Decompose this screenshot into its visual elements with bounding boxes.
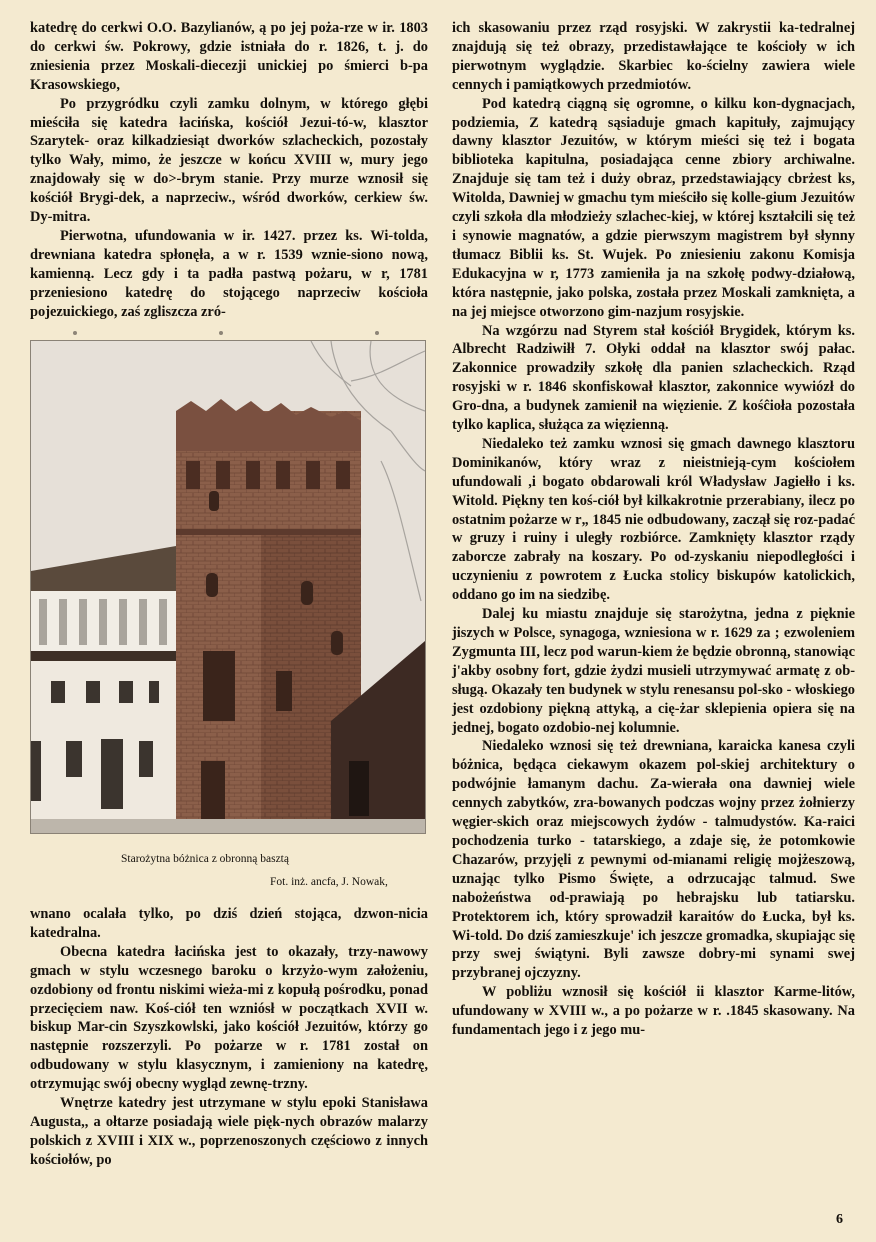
street — [31, 819, 425, 833]
paragraph: W pobliżu wznosił się kościół ii klasztor Karme-litów, ufundowany w XVIII w., a po pożarze w r. .1845 skasowany. Na fundamentach jego i z jego mu- — [452, 984, 855, 1039]
print-speck — [73, 331, 77, 335]
right-column — [452, 19, 855, 1040]
paragraph: Wnętrze katedry jest utrzymane w stylu epoki Stanisława Augusta,, a ołtarze posiadają wiele pięk-nych obrazów malarzy polskich z XVIII i XIX w., poprzenoszonych częściowo z innych kościołów, po — [30, 1095, 428, 1168]
synagogue-illustration — [31, 341, 425, 833]
synagogue-photo — [30, 340, 426, 834]
paragraph: Niedaleko też zamku wznosi się gmach dawnego klasztoru Dominikanów, który wraz z nieistnieją-cym kościołem ufundowali ,i bogato obdarowali król Władysław Jagiełło i ks. Witold. Piękny ten koś-ciół był kilkakrotnie przerabiany, ilecz po ostatnim pożarze w r„ 1845 nie odbudowany, zaczął się roz-padać w gruzy i ruiny i uległy rozbiórce. Zamknięty klasztor rządy zaborcze zabrały na koszary. Po od-zyskaniu niepodległości i uczynieniu z powrotem z Łucka stolicy biskupów katolickich, oddano go im na siedzibę. — [452, 435, 855, 604]
left-column-bottom — [30, 905, 428, 1170]
print-speck — [219, 331, 223, 335]
paragraph: wnano ocalała tylko, po dziś dzień stojąca, dzwon-nicia katedralna. — [30, 906, 428, 941]
paragraph: Pod katedrą ciągną się ogromne, o kilku kon-dygnacjach, podziemia, Z katedrą sąsiaduje gmach kapituły, zajmujący dawny klasztor Jezuitów, w którym mieści się też i bogata biblioteka kapitulna, posiadająca cenne zbiory archiwalne. Znajduje się tam też i duży obraz, przedstawiający cbrżest ks, Witolda, Dawniej w gmachu tym mieściło się kolle-gium Jezuitów czyli szkoła dla młodzieży szlachec-kiej, w której kształcili się też i synowie magnatów, a gdzie pierwszym magistrem był słynny tłumacz Biblii ks. St. Wujek. Po zniesieniu zakonu Komisja Edukacyjna w r, 1773 zamieniła ja na szkołę podwy-działową, która następnie, jako polska, została przez Moskali zamknięta, a na jej miejsce otworzono gim-nazjum rosyjskie. — [452, 95, 855, 320]
paragraph: Niedaleko wznosi się też drewniana, karaicka kanesa czyli bóżnica, będąca ciekawym okazem pol-skiej architektury o podwójnie łamanym dachu. Za-wierała ona dawniej wiele cennych zabytków, zra-bowanych podczas wojny przez żołnierzy węgier-skich oraz miejscowych żydów - talmudystów. Ka-raici pochodzenia turko - tatarskiego, a zdaje się, że potomkowie Chazarów, przyjęli z pewnymi od-mianami religię mojżeszową, uznając tylko Pismo Święte, a odrzucając talmud. Swe nabożeństwa od-prawiają po hebrajsku lub tatiarsku. Protektorem ich, który sprowadził karaitów do Łucka, był ks. Wi-told. Do dziś zamieszkuje' ich jeszcze gromadka, skupiając się przy swej świątyni. Byli zawsze dobry-mi synami swej przybranej ojczyzny. — [452, 738, 855, 982]
paragraph: Pierwotna, ufundowania w ir. 1427. przez ks. Wi-tolda, drewniana katedra spłonęła, a w r. 1539 wznie-siono nową, kamienną. Lecz gdy i ta padła pastwą pożaru, w r, 1781 przeniesiono katedrę do stojącego naprzeciw kościoła pojezuickiego, zaś zgliszcza zró- — [30, 227, 428, 320]
print-speck — [375, 331, 379, 335]
paragraph: ich skasowaniu przez rząd rosyjski. W zakrystii ka-tedralnej znajdują się też obrazy, przedistawłające te kościoły w ich pierwotnym wyglądzie. Skarbiec ko-ścielny zawiera wiele cennych i pamiątkowych przedmiotów. — [452, 20, 855, 93]
paragraph: Dalej ku miastu znajduje się starożytna, jedna z pięknie jiszych w Polsce, synagoga, wzniesiona w r. 1629 za ; ezwoleniem Zygmunta III, lecz pod warun-kiem że będzie obronną, stanowiąc j'akby osobny fort, gdzie żydzi musieli utrzymywać armatę z ob-sługą. Okazały ten budynek w stylu renesansu pol-sko - włoskiego jest ozdobiony piękną attyką, a cię-żar sklepienia opiera się na jednej, bogato ozdobio-nej kolumnie. — [452, 606, 855, 736]
left-column-top — [30, 19, 428, 322]
paragraph: Po przygródku czyli zamku dolnym, w którego głębi mieściła się katedra łacińska, kościół Jezui-tó-w, klasztor Szarytek- oraz kilkadziesiąt dworków szlacheckich, pozostały tylko Wały, mimo, że jeszcze w końcu XVIII w, mury jego znajdowały się w do>-brym stanie. Przy murze wznosił się kościół Brygi-dek, a naprzeciw., wśród dworków, cerkiew św. Dy-mitra. — [30, 95, 428, 226]
paragraph: Obecna katedra łacińska jest to okazały, trzy-nawowy gmach w stylu wczesnego baroku o krzyżo-wym założeniu, ozdobiony od frontu niskimi wieża-mi z kopułą pośrodku, ponad przecięciem naw. Koś-ciół ten wzniósł w początkach XVII w. biskup Mar-cin Szyszkowlski, jako kościół Jezuitów, którzy go następnie rozszerzyli. Po pożarze w r. 1781 został on odbudowany w stylu klasycznym, i zamieniony na katedrę, otrzymując swój obecny wygląd zewnę-trzny. — [30, 943, 428, 1093]
page-number: 6 — [836, 1212, 843, 1227]
figure-caption: Starożytna bóżnica z obronną basztą — [121, 853, 289, 865]
paragraph: Na wzgórzu nad Styrem stał kościół Brygidek, którym ks. Albrecht Radziwiłł 7. Ołyki oddał na klasztor swój pałac. Zakonnice prowadziły szkołę dla panien szlacheckich. Rząd rosyjski w r. 1846 skonfiskował klasztor, zakonnice wywiózł do Gro-dna, a budynek zamienił na więzienie. Z kośĉioła pozostała tylko kaplica, służąca za więzienną. — [452, 322, 855, 434]
paragraph: katedrę do cerkwi O.O. Bazylianów, ą po jej poża-rze w ir. 1803 do cerkwi św. Pokrowy, gdzie istniała do r. 1826, t. j. do zniesienia przez Moskali-diecezji unickiej po śmierci b-pa Krasowskiego, — [30, 20, 428, 93]
figure-credit: Fot. inż. ancfa, J. Nowak, — [270, 876, 388, 888]
